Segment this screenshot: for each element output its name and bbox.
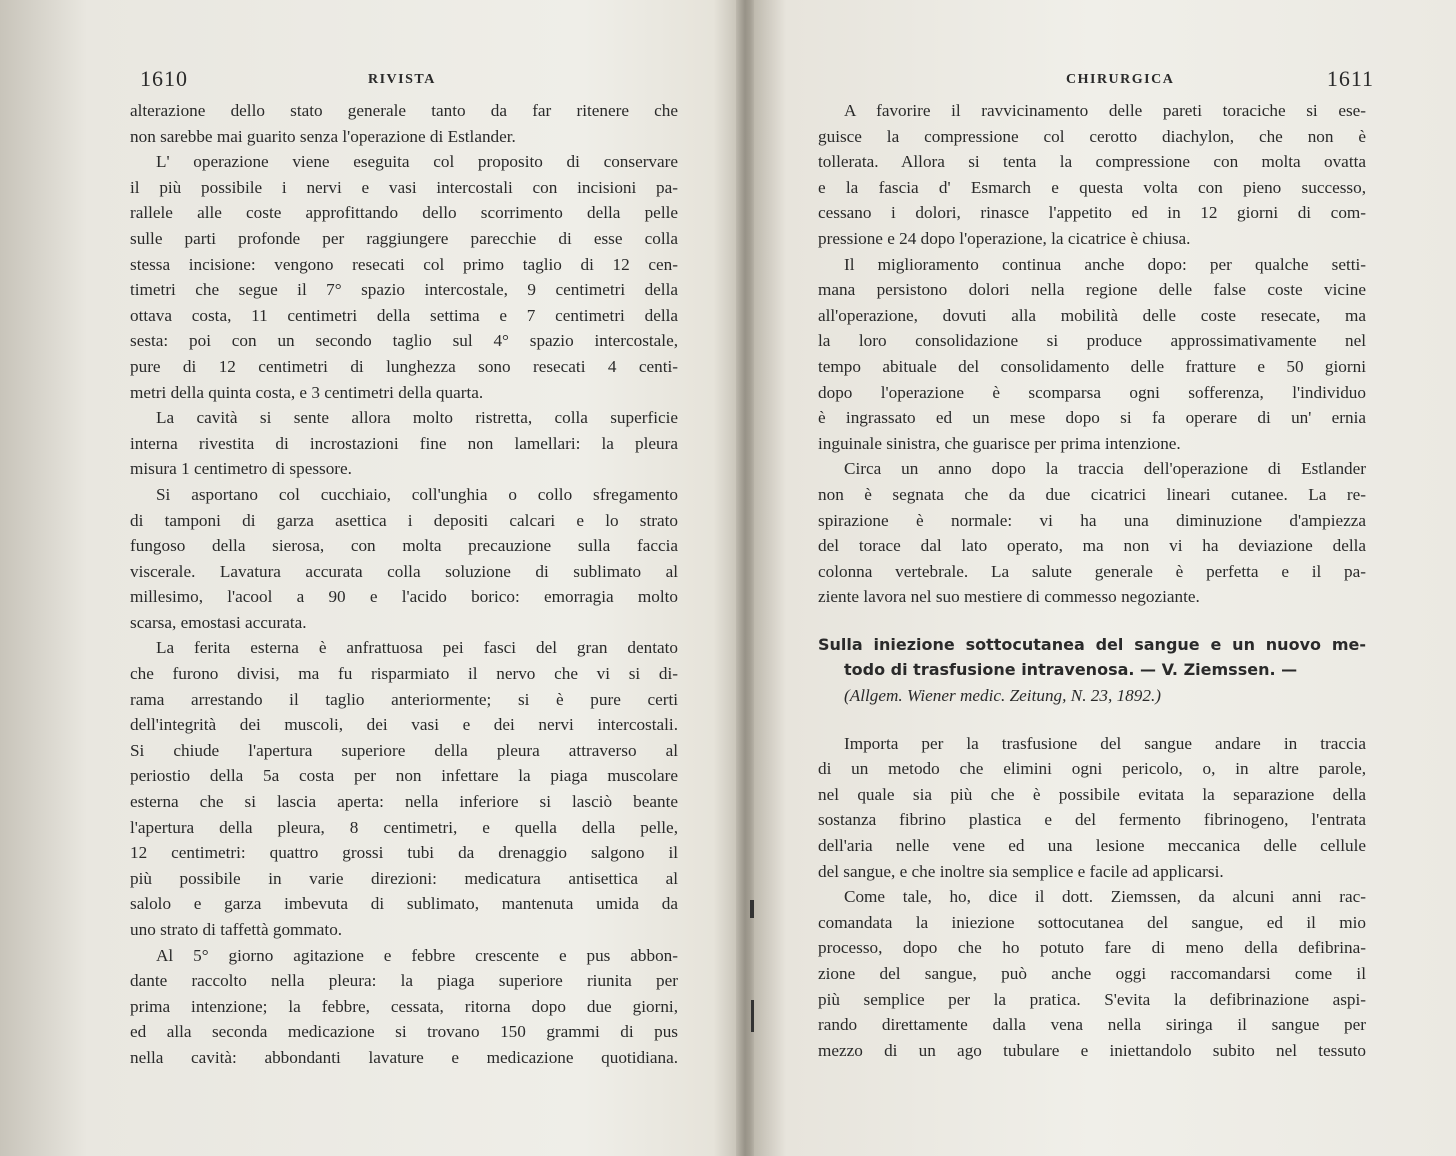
text-line: misura 1 centimetro di spessore. <box>130 459 352 479</box>
right-page-number: 1611 <box>1326 66 1374 91</box>
text-line: comandata la iniezione sottocutanea del sangue, ed il mio <box>818 912 1366 932</box>
section-spacer <box>818 610 1366 632</box>
text-line: La ferita esterna è anfrattuosa pei fasci del gran dentato <box>156 638 678 658</box>
text-line: pure di 12 centimetri di lunghezza sono resecati 4 centi- <box>130 356 678 376</box>
text-line: prima intenzione; la febbre, cessata, ritorna dopo due giorni, <box>130 996 678 1016</box>
text-line: mezzo di un ago tubulare e iniettandolo subito nel tessuto <box>818 1040 1366 1060</box>
text-line: tollerata. Allora si tenta la compressione con molta ovatta <box>818 152 1366 172</box>
text-line: dante raccolto nella pleura: la piaga superiore riunita per <box>130 971 678 991</box>
text-line: del torace dal lato operato, ma non vi ha deviazione della <box>818 536 1366 556</box>
text-line: sesta: poi con un secondo taglio sul 4° spazio intercostale, <box>130 331 678 351</box>
text-line: A favorire il ravvicinamento delle pareti toraciche si ese- <box>844 101 1366 120</box>
section-heading: Sulla iniezione sottocutanea del sangue e un nuovo me- <box>818 634 1366 654</box>
text-line: pressione e 24 dopo l'operazione, la cicatrice è chiusa. <box>818 228 1191 248</box>
section-citation: (Allgem. Wiener medic. Zeitung, N. 23, 1892.) <box>844 686 1161 706</box>
text-line: ed alla seconda medicazione si trovano 150 grammi di pus <box>130 1022 678 1042</box>
text-line: che furono divisi, ma fu risparmiato il nervo che vi si di- <box>130 664 678 684</box>
right-running-head: CHIRURGICA <box>1066 72 1175 87</box>
text-line: non è segnata che da due cicatrici lineari cutanee. La re- <box>818 484 1366 504</box>
text-line: stessa incisione: vengono resecati col primo taglio di 12 cen- <box>130 254 678 274</box>
left-page-number: 1610 <box>140 66 188 91</box>
text-line: dell'integrità dei muscoli, dei vasi e dei nervi intercostali. <box>130 715 678 735</box>
text-line: Si asportano col cucchiaio, coll'unghia o collo sfregamento <box>156 484 678 504</box>
text-line: Importa per la trasfusione del sangue andare in traccia <box>844 733 1366 753</box>
text-line: millesimo, l'acool a 90 e l'acido borico: emorragia molto <box>130 587 678 607</box>
text-line: Il miglioramento continua anche dopo: per qualche setti- <box>844 254 1366 274</box>
text-line: esterna che si lascia aperta: nella inferiore si lasciò beante <box>130 792 678 812</box>
text-line: è ingrassato ed un mese dopo si fa operare di un' ernia <box>818 408 1366 428</box>
text-line: più possibile in varie direzioni: medicatura antisettica al <box>130 868 678 888</box>
text-line: nella cavità: abbondanti lavature e medicazione quotidiana. <box>130 1047 678 1067</box>
text-line: Come tale, ho, dice il dott. Ziemssen, da alcuni anni rac- <box>844 887 1366 907</box>
text-line: inguinale sinistra, che guarisce per prima intenzione. <box>818 433 1181 453</box>
text-line: dopo l'operazione è scomparsa ogni sofferenza, l'individuo <box>818 382 1366 402</box>
text-line: rando direttamente dalla vena nella siringa il sangue per <box>818 1015 1366 1035</box>
text-line: timetri che segue il 7° spazio intercostale, 9 centimetri della <box>130 280 678 300</box>
text-line: processo, dopo che ho potuto fare di meno della defibrina- <box>818 938 1366 958</box>
left-running-head: RIVISTA <box>368 72 436 87</box>
text-line: metri della quinta costa, e 3 centimetri della quarta. <box>130 382 484 402</box>
section-heading: todo di trasfusione intravenosa. — V. Ziemssen. — <box>844 660 1298 680</box>
right-page-body <box>818 98 1366 1063</box>
text-line: più semplice per la pratica. S'evita la defibrinazione aspi- <box>818 989 1366 1009</box>
text-line: non sarebbe mai guarito senza l'operazione di Estlander. <box>130 126 516 146</box>
text-line: all'operazione, dovuti alla mobilità delle coste resecate, ma <box>818 305 1366 325</box>
text-line: mana persistono dolori nella regione delle false coste vicine <box>818 280 1366 300</box>
text-line: spirazione è normale: vi ha una diminuzione d'ampiezza <box>818 510 1366 530</box>
text-line: il più possibile i nervi e vasi intercostali con incisioni pa- <box>130 177 678 197</box>
book-gutter <box>736 0 754 1156</box>
text-line: La cavità si sente allora molto ristretta, colla superficie <box>156 408 678 428</box>
text-line: zione del sangue, può anche oggi raccomandarsi come il <box>818 964 1366 983</box>
text-line: uno strato di taffettà gommato. <box>130 920 343 939</box>
text-line: e la fascia d' Esmarch e questa volta con pieno successo, <box>818 177 1366 197</box>
text-line: L' operazione viene eseguita col proposito di conservare <box>156 152 678 172</box>
text-line: Circa un anno dopo la traccia dell'operazione di Estlander <box>844 459 1366 479</box>
text-line: cessano i dolori, rinasce l'appetito ed in 12 giorni di com- <box>818 203 1366 223</box>
text-line: sostanza fibrino plastica e del fermento fibrinogeno, l'entrata <box>818 810 1366 830</box>
text-line: periostio della 5a costa per non infettare la piaga muscolare <box>130 766 678 786</box>
text-line: 12 centimetri: quattro grossi tubi da drenaggio salgono il <box>130 843 678 863</box>
text-line: scarsa, emostasi accurata. <box>130 612 307 632</box>
text-line: ottava costa, 11 centimetri della settima e 7 centimetri della <box>130 305 678 325</box>
left-page-body <box>130 98 678 1071</box>
right-page-header <box>818 62 1374 98</box>
text-line: Al 5° giorno agitazione e febbre crescente e pus abbon- <box>156 945 678 965</box>
text-line: interna rivestita di incrostazioni fine non lamellari: la pleura <box>130 433 678 453</box>
section-spacer <box>818 709 1366 731</box>
text-line: fungoso della sierosa, con molta precauzione sulla faccia <box>130 536 678 556</box>
text-line: rallele alle coste approfittando dello scorrimento della pelle <box>130 203 678 223</box>
text-line: ziente lavora nel suo mestiere di commesso negoziante. <box>818 587 1200 607</box>
text-line: rama arrestando il taglio anteriormente; si è pure certi <box>130 689 678 709</box>
text-line: Si chiude l'apertura superiore della pleura attraverso al <box>130 740 678 760</box>
text-line: dell'aria nelle vene ed una lesione meccanica delle cellule <box>818 836 1366 856</box>
text-line: di un metodo che elimini ogni pericolo, o, in altre parole, <box>818 759 1366 779</box>
text-line: sulle parti profonde per raggiungere parecchie di esse colla <box>130 228 678 248</box>
left-page-header <box>130 62 678 98</box>
text-line: di tamponi di garza asettica i depositi calcari e lo strato <box>130 510 678 530</box>
text-line: salolo e garza imbevuta di sublimato, mantenuta umida da <box>130 894 678 914</box>
text-line: del sangue, e che inoltre sia semplice e facile ad applicarsi. <box>818 861 1224 881</box>
text-line: l'apertura della pleura, 8 centimetri, e quella della pelle, <box>130 817 678 837</box>
text-line: colonna vertebrale. La salute generale è perfetta e il pa- <box>818 561 1366 581</box>
scan-mark <box>751 1000 754 1032</box>
scan-mark <box>750 900 754 918</box>
right-page <box>818 62 1374 1063</box>
text-line: la loro consolidazione si produce approssimativamente nel <box>818 331 1366 351</box>
text-line: alterazione dello stato generale tanto da far ritenere che <box>130 101 678 120</box>
text-line: guisce la compressione col cerotto diachylon, che non è <box>818 126 1366 146</box>
text-line: viscerale. Lavatura accurata colla soluzione di sublimato al <box>130 561 678 581</box>
text-line: nel quale sia più che è possibile evitata la separazione della <box>818 784 1366 804</box>
left-page <box>130 62 678 1071</box>
text-line: tempo abituale del consolidamento delle fratture e 50 giorni <box>818 356 1366 376</box>
